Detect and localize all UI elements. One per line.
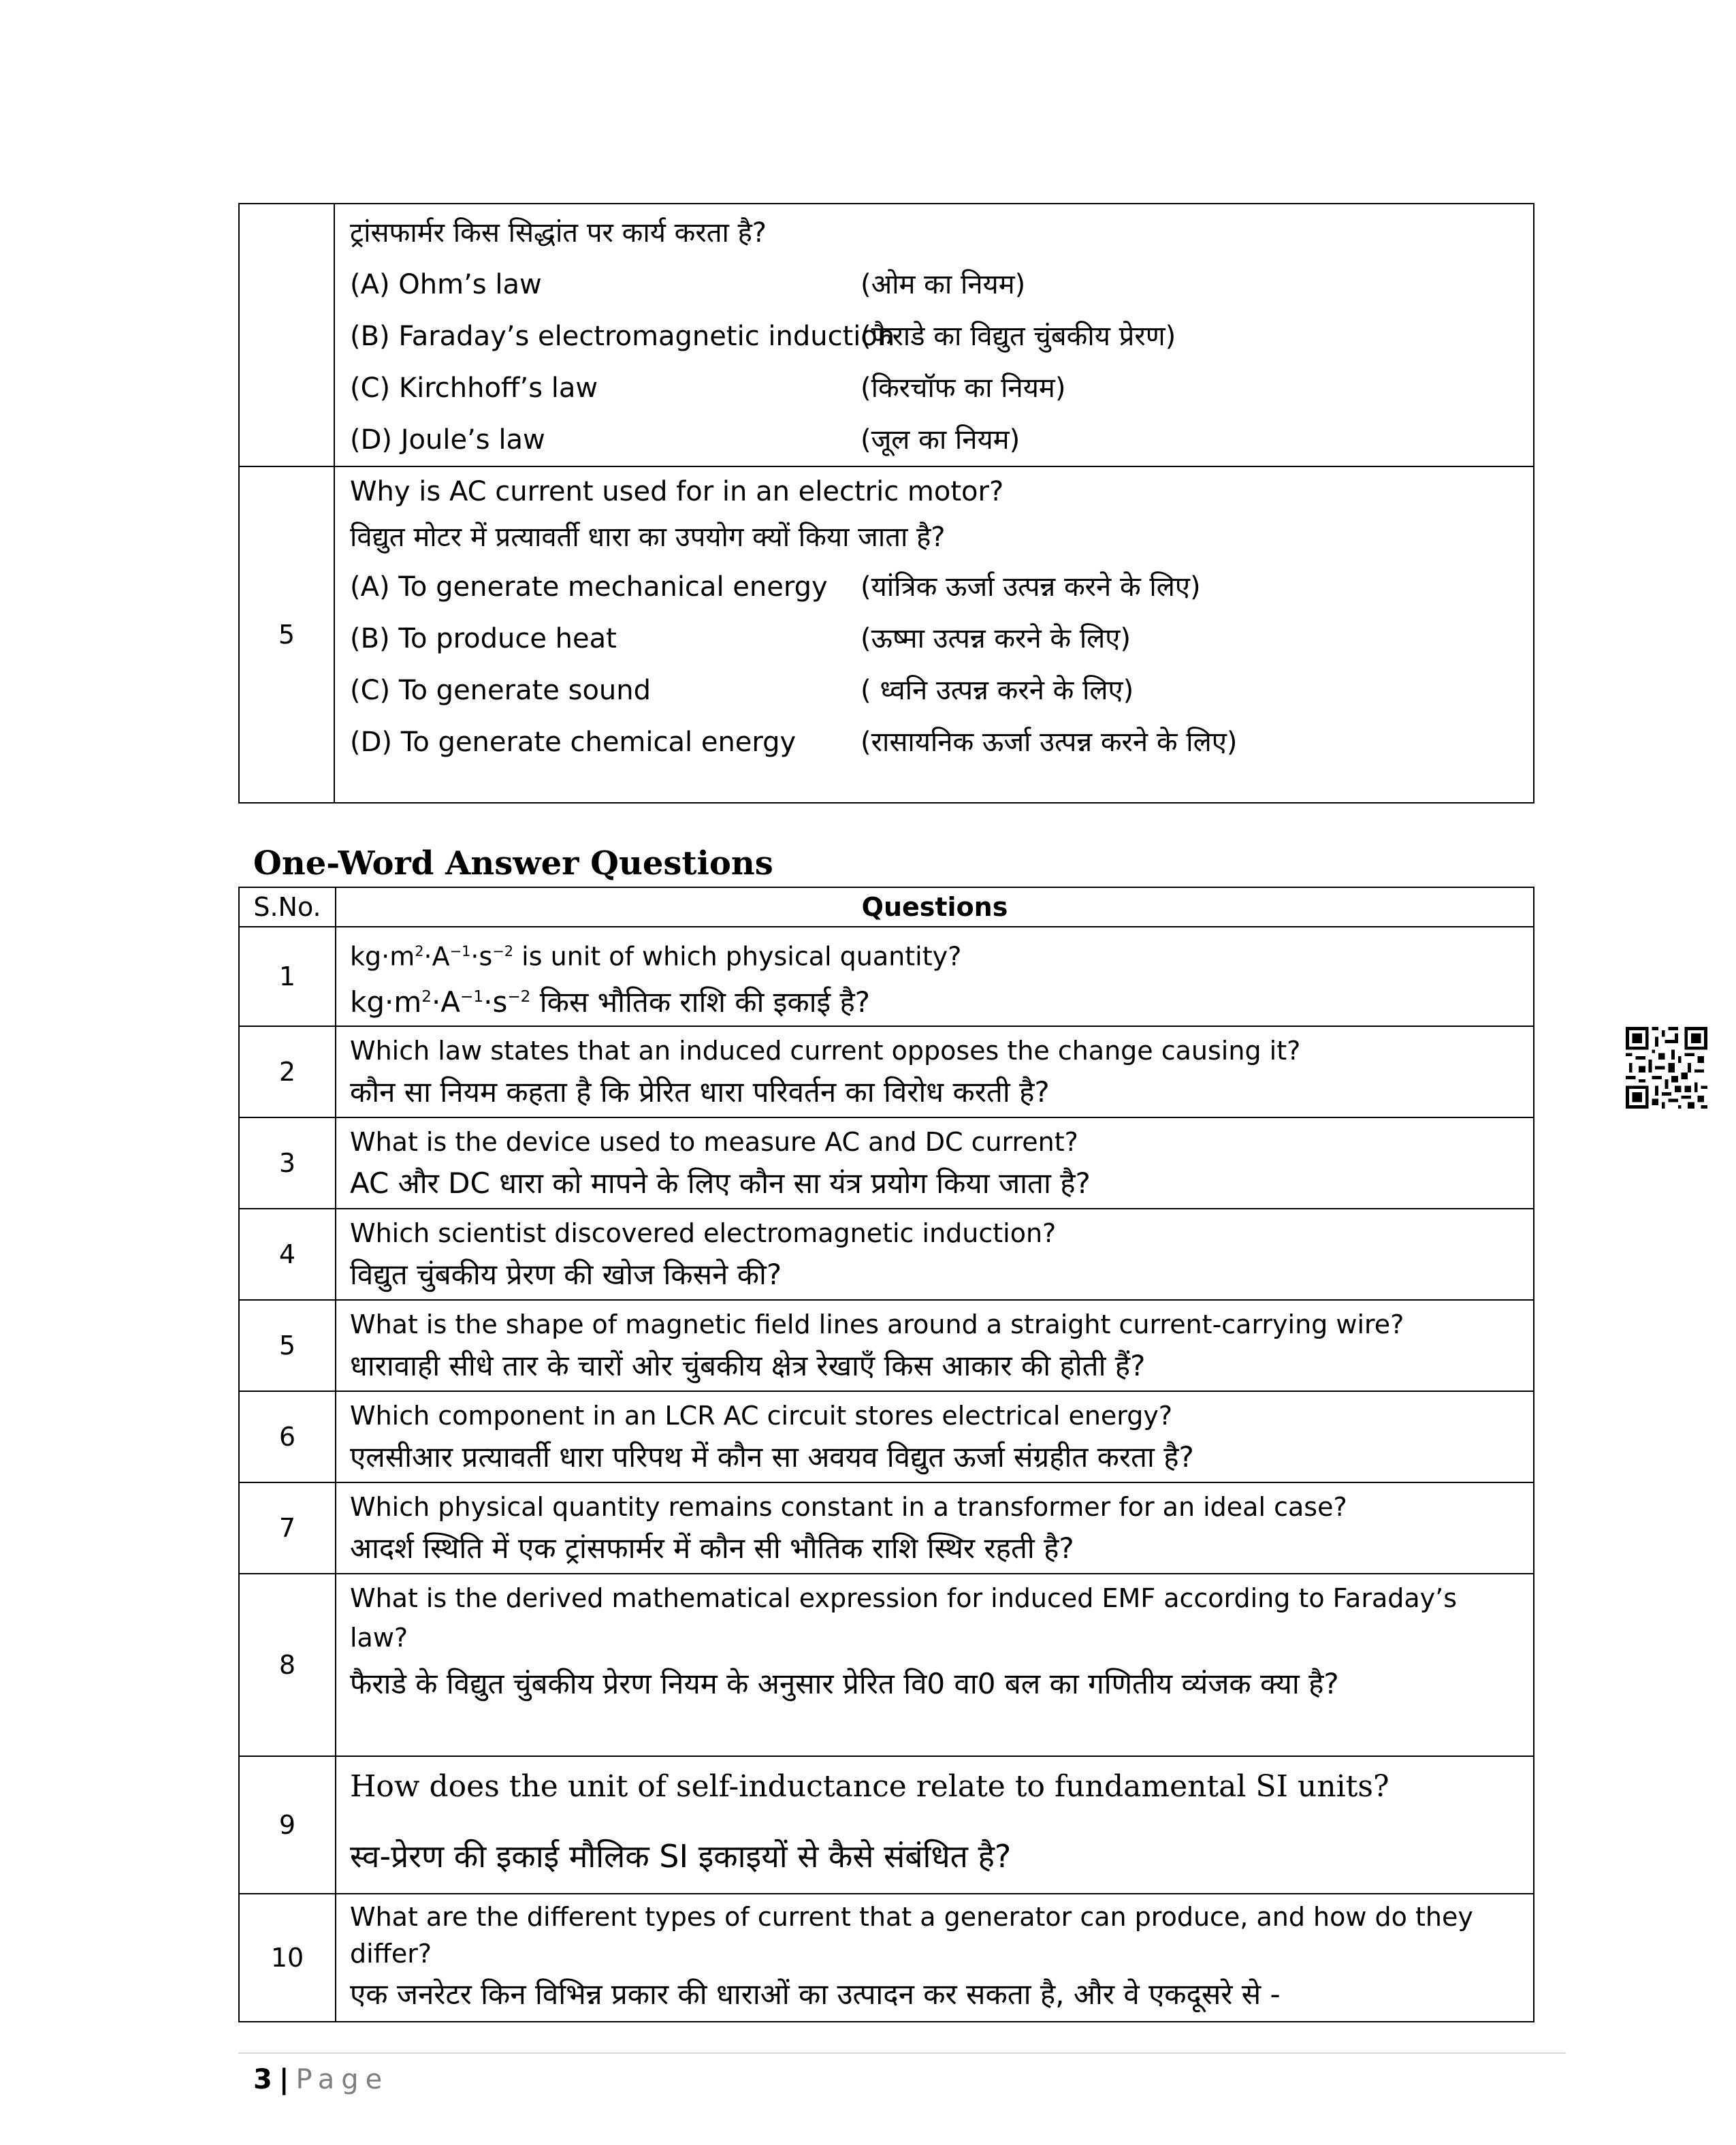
option-en: (D) Joule’s law — [350, 424, 545, 456]
footer-separator: | — [278, 2064, 289, 2095]
option-en: (B) To produce heat — [350, 623, 617, 654]
section-title: One-Word Answer Questions — [253, 844, 773, 883]
unit-exponent: −2 — [492, 943, 514, 959]
row-number: 8 — [239, 1574, 336, 1756]
unit-part: ·A — [423, 941, 450, 972]
question-en: Which scientist discovered electromagnetic induction? — [350, 1218, 1057, 1248]
row-number: 3 — [239, 1117, 336, 1209]
question-cell — [336, 1482, 1534, 1574]
row-number: 6 — [239, 1391, 336, 1482]
table-row — [239, 1209, 1534, 1300]
question-en — [350, 932, 1520, 976]
mcq-option — [335, 259, 1533, 311]
question-en: Which physical quantity remains constant in a transformer for an ideal case? — [350, 1491, 1347, 1522]
option-hi: ( ध्वनि उत्पन्न करने के लिए) — [861, 675, 1134, 706]
page-footer — [253, 2061, 389, 2099]
question-hi: आदर्श स्थिति में एक ट्रांसफार्मर में कौन सी भौतिक राशि स्थिर रहती है? — [350, 1531, 1074, 1565]
sno-header: S.No. — [239, 887, 336, 927]
mcq-question: Why is AC current used for in an electric motor? — [350, 476, 1004, 507]
page-number: 3 — [253, 2064, 272, 2095]
mcq-option — [335, 414, 1533, 466]
table-row — [239, 1300, 1534, 1391]
option-hi: (जूल का नियम) — [861, 424, 1020, 456]
question-cell — [336, 927, 1534, 1026]
mcq-table — [238, 203, 1534, 804]
mcq-row — [239, 466, 1534, 803]
mcq-option — [335, 613, 1533, 665]
table-row — [239, 927, 1534, 1026]
question-en: Which law states that an induced current opposes the change causing it? — [350, 1035, 1301, 1066]
table-row — [239, 1894, 1534, 2022]
option-hi: (ऊष्मा उत्पन्न करने के लिए) — [861, 623, 1131, 654]
unit-part: ·A — [431, 985, 461, 1019]
mcq-option — [335, 716, 1533, 768]
question-cell — [336, 1117, 1534, 1209]
question-hi: धारावाही सीधे तार के चारों ओर चुंबकीय क्षेत्र रेखाएँ किस आकार की होती हैं? — [350, 1348, 1146, 1382]
footer-divider — [238, 2052, 1566, 2054]
question-hi: स्व-प्रेरण की इकाई मौलिक SI इकाइयों से कैसे संबंधित है? — [350, 1837, 1012, 1875]
question-en: What is the shape of magnetic field lines around a straight current-carrying wire? — [350, 1309, 1404, 1339]
unit-exponent: −2 — [507, 987, 531, 1006]
mcq-number — [239, 204, 334, 466]
row-number: 4 — [239, 1209, 336, 1300]
qr-code-icon — [1626, 1027, 1707, 1109]
question-text: किस भौतिक राशि की इकाई है? — [530, 985, 871, 1019]
mcq-option — [335, 665, 1533, 716]
option-hi: (किरचॉफ का नियम) — [861, 372, 1066, 404]
unit-exponent: −1 — [449, 943, 471, 959]
option-en: (A) To generate mechanical energy — [350, 571, 828, 603]
table-row — [239, 1574, 1534, 1756]
question-hi: फैराडे के विद्युत चुंबकीय प्रेरण नियम के अनुसार प्रेरित वि0 वा0 बल का गणितीय व्यंजक क्या है? — [350, 1666, 1339, 1700]
unit-exponent: 2 — [415, 943, 424, 959]
unit-exponent: −1 — [460, 987, 484, 1006]
question-hi: विद्युत चुंबकीय प्रेरण की खोज किसने की? — [350, 1257, 782, 1291]
question-en: What is the device used to measure AC and DC current? — [350, 1126, 1078, 1157]
question-text: is unit of which physical quantity? — [513, 941, 962, 972]
mcq-option — [335, 561, 1533, 613]
question-en: What is the derived mathematical expression for induced EMF according to Faraday’s law? — [350, 1583, 1458, 1653]
one-word-table — [238, 887, 1534, 2022]
row-number: 2 — [239, 1026, 336, 1117]
question-hi: एलसीआर प्रत्यावर्ती धारा परिपथ में कौन सा अवयव विद्युत ऊर्जा संग्रहीत करता है? — [350, 1440, 1194, 1474]
table-row — [239, 1756, 1534, 1894]
mcq-row — [239, 204, 1534, 466]
question-cell — [336, 1574, 1534, 1756]
unit-part: ·s — [483, 985, 508, 1019]
question-cell — [336, 1209, 1534, 1300]
table-header-row — [239, 887, 1534, 927]
option-hi: (ओम का नियम) — [861, 269, 1026, 300]
question-en: Which component in an LCR AC circuit stores electrical energy? — [350, 1400, 1173, 1431]
question-cell — [336, 1894, 1534, 2022]
question-cell — [336, 1756, 1534, 1894]
mcq-content — [334, 466, 1534, 803]
option-hi: (यांत्रिक ऊर्जा उत्पन्न करने के लिए) — [861, 571, 1201, 603]
table-row — [239, 1026, 1534, 1117]
question-en: How does the unit of self-inductance relate to fundamental SI units? — [350, 1768, 1389, 1804]
option-en: (C) Kirchhoff’s law — [350, 372, 598, 404]
option-hi: (फैराडे का विद्युत चुंबकीय प्रेरण) — [861, 321, 1176, 352]
unit-exponent: 2 — [421, 987, 432, 1006]
mcq-option — [335, 311, 1533, 362]
question-hi — [350, 976, 1520, 1023]
page-label: Page — [295, 2064, 389, 2095]
mcq-question-hindi: विद्युत मोटर में प्रत्यावर्ती धारा का उपयोग क्यों किया जाता है? — [350, 522, 946, 553]
unit-part: kg·m — [350, 985, 422, 1019]
questions-header: Questions — [336, 887, 1534, 927]
table-row — [239, 1117, 1534, 1209]
mcq-question: ट्रांसफार्मर किस सिद्धांत पर कार्य करता है? — [350, 217, 767, 249]
option-en: (C) To generate sound — [350, 675, 652, 706]
question-cell — [336, 1300, 1534, 1391]
question-cell — [336, 1391, 1534, 1482]
option-en: (A) Ohm’s law — [350, 269, 542, 300]
option-en: (D) To generate chemical energy — [350, 727, 797, 758]
table-row — [239, 1391, 1534, 1482]
row-number: 1 — [239, 927, 336, 1026]
question-hi: एक जनरेटर किन विभिन्न प्रकार की धाराओं का उत्पादन कर सकता है, और वे एकदूसरे से - — [350, 1977, 1281, 2011]
mcq-content — [334, 204, 1534, 466]
option-hi: (रासायनिक ऊर्जा उत्पन्न करने के लिए) — [861, 727, 1238, 758]
question-en: What are the different types of current that a generator can produce, and how do they differ? — [350, 1901, 1473, 1969]
row-number: 5 — [239, 1300, 336, 1391]
row-number: 7 — [239, 1482, 336, 1574]
row-number: 10 — [239, 1894, 336, 2022]
unit-part: ·s — [470, 941, 493, 972]
question-hi: कौन सा नियम कहता है कि प्रेरित धारा परिवर्तन का विरोध करती है? — [350, 1075, 1050, 1109]
question-hi: AC और DC धारा को मापने के लिए कौन सा यंत्र प्रयोग किया जाता है? — [350, 1166, 1091, 1200]
mcq-number: 5 — [239, 466, 334, 803]
row-number: 9 — [239, 1756, 336, 1894]
option-en: (B) Faraday’s electromagnetic induction — [350, 321, 895, 352]
question-cell — [336, 1026, 1534, 1117]
unit-part: kg·m — [350, 941, 415, 972]
table-row — [239, 1482, 1534, 1574]
mcq-option — [335, 362, 1533, 414]
